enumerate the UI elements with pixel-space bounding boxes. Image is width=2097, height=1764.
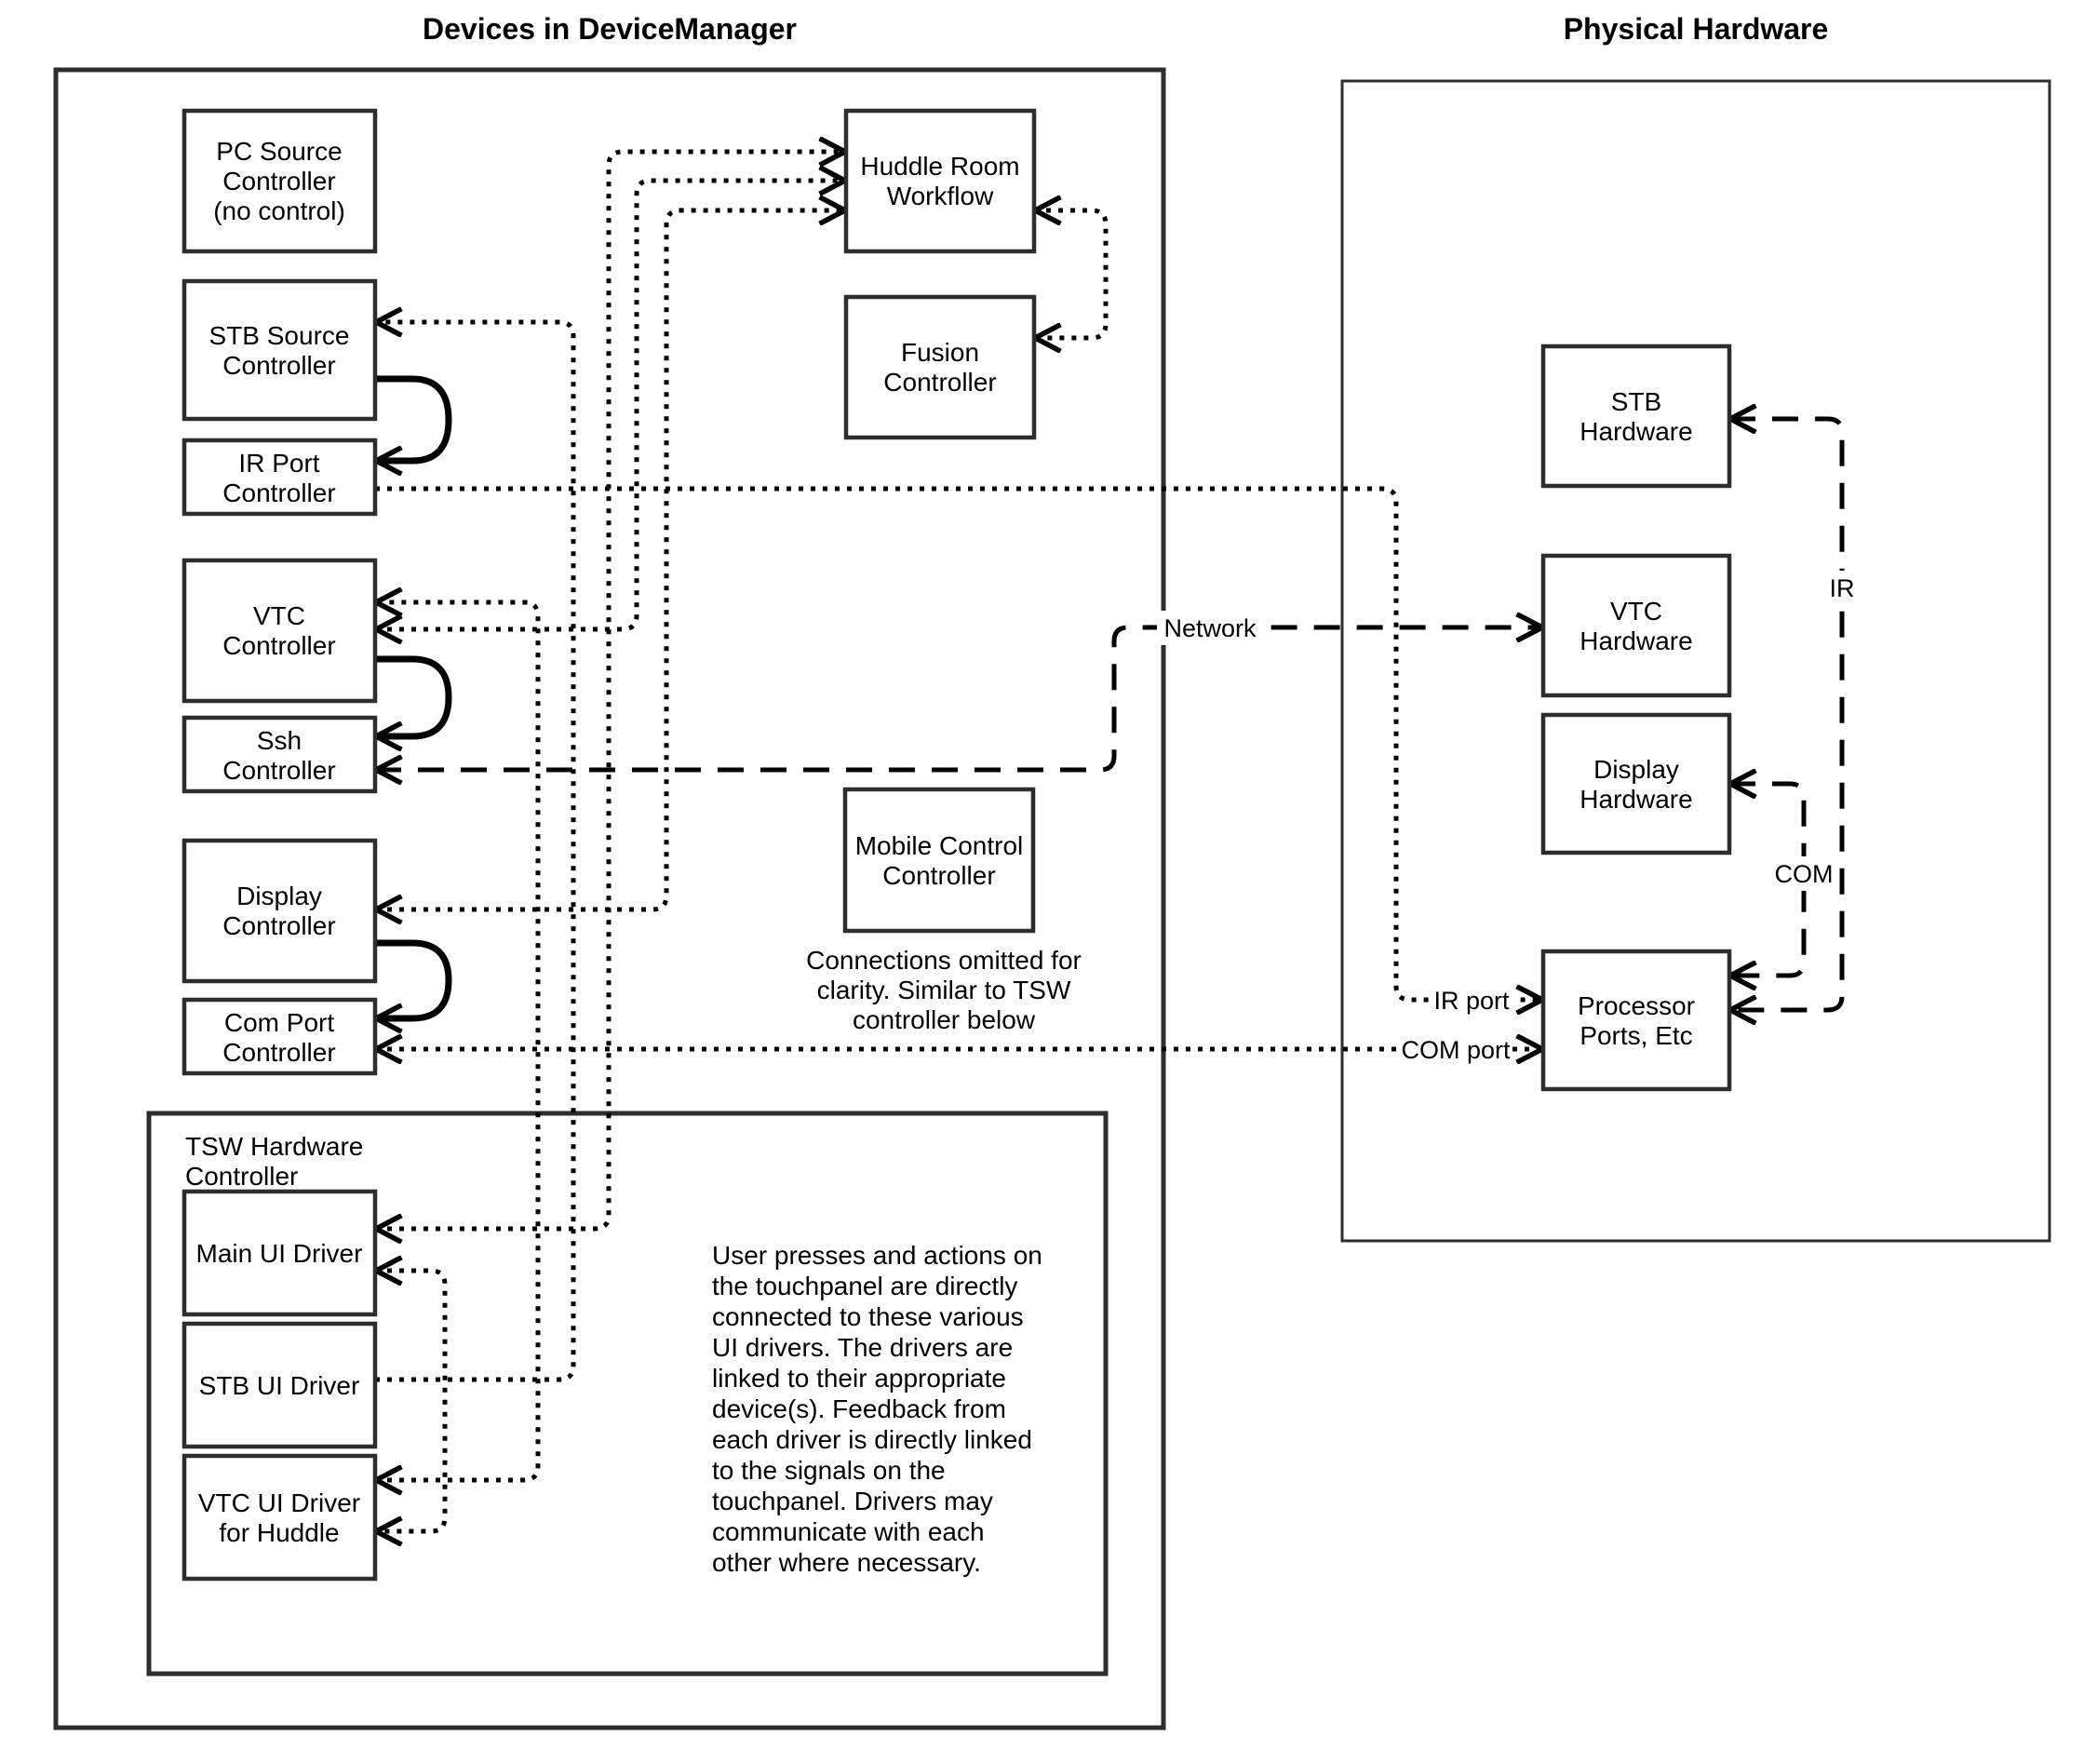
node-pc-source-controller <box>184 111 375 251</box>
com-port-line2: Controller <box>222 1038 336 1067</box>
title-physical-hardware: Physical Hardware <box>1563 12 1829 46</box>
stb-source-line1: STB Source <box>208 321 350 350</box>
huddle-line1: Huddle Room <box>860 152 1020 181</box>
node-ssh-controller <box>184 718 375 791</box>
annotation-line-1: User presses and actions on <box>712 1241 1042 1270</box>
processor-line1: Processor <box>1577 991 1696 1020</box>
annotation-line-2: the touchpanel are directly <box>712 1272 1018 1300</box>
node-vtc-controller <box>184 560 375 701</box>
huddle-line2: Workflow <box>886 182 994 210</box>
ssh-line1: Ssh <box>256 726 302 755</box>
tsw-controller-label-line2: Controller <box>185 1162 299 1191</box>
mobile-line1: Mobile Control <box>854 831 1024 860</box>
mobile-line2: Controller <box>882 861 996 890</box>
annotation-line-10: communicate with each <box>712 1517 985 1546</box>
pc-source-line3: (no control) <box>213 196 345 225</box>
ir-port-line1: IR Port <box>238 449 320 478</box>
fusion-line1: Fusion <box>900 338 980 367</box>
stb-hw-line1: STB <box>1610 387 1662 416</box>
edge-stb-ui-driver-to-stb-source-controller <box>375 322 573 1380</box>
ir-label <box>1824 571 1860 605</box>
node-display-controller <box>184 841 375 981</box>
title-devices-in-devicemanager: Devices in DeviceManager <box>423 12 797 46</box>
vtc-ui-line1: VTC UI Driver <box>197 1488 361 1517</box>
ir-port-label-text: IR port <box>1433 987 1510 1015</box>
annotation-line-7: each driver is directly linked <box>712 1425 1032 1454</box>
node-stb-ui-driver <box>184 1324 375 1447</box>
annotation-line-4: UI drivers. The drivers are <box>712 1333 1014 1362</box>
tsw-controller-label-line1: TSW Hardware <box>185 1132 364 1161</box>
node-huddle-room-workflow <box>846 111 1034 251</box>
edge-huddle-room-workflow-to-fusion-controller <box>1034 210 1106 338</box>
edge-ssh-controller-network-to-vtc-hardware <box>375 627 1543 770</box>
annotation-line-3: connected to these various <box>712 1302 1024 1331</box>
fusion-line2: Controller <box>883 368 997 397</box>
ir-port-line2: Controller <box>222 478 336 507</box>
node-stb-hardware <box>1543 346 1729 486</box>
stb-ui-line1: STB UI Driver <box>198 1371 360 1400</box>
stb-hw-line2: Hardware <box>1579 417 1693 446</box>
pc-source-line2: Controller <box>222 167 336 195</box>
annotation-line-11: other where necessary. <box>712 1548 981 1577</box>
main-ui-line1: Main UI Driver <box>195 1239 363 1268</box>
vtc-hw-line2: Hardware <box>1579 626 1693 655</box>
annotation-line-9: touchpanel. Drivers may <box>712 1487 993 1515</box>
network-label <box>1157 611 1263 645</box>
node-processor-ports <box>1543 951 1729 1089</box>
display-line1: Display <box>236 882 322 910</box>
edge-display-controller-to-com-port-controller <box>375 943 449 1018</box>
processor-line2: Ports, Etc <box>1579 1021 1693 1050</box>
edge-stb-source-controller-to-ir-port-controller <box>375 379 449 461</box>
node-com-port-controller <box>184 1000 375 1073</box>
com-port-line1: Com Port <box>223 1008 335 1037</box>
pc-source-line1: PC Source <box>216 137 343 166</box>
ssh-line2: Controller <box>222 756 336 785</box>
com-port-label-text: COM port <box>1401 1036 1511 1064</box>
edge-main-ui-driver-to-vtc-ui-driver <box>375 1271 445 1531</box>
display-hw-line1: Display <box>1593 755 1679 784</box>
mobile-note-line1: Connections omitted for <box>806 946 1082 975</box>
vtc-line2: Controller <box>222 631 336 660</box>
display-hw-line2: Hardware <box>1579 785 1693 814</box>
stb-source-line2: Controller <box>222 351 336 380</box>
node-stb-source-controller <box>184 281 375 419</box>
network-label-text: Network <box>1163 614 1257 642</box>
vtc-line1: VTC <box>253 601 305 630</box>
vtc-hw-line1: VTC <box>1610 597 1662 626</box>
annotation-line-6: device(s). Feedback from <box>712 1394 1006 1423</box>
edge-vtc-controller-to-ssh-controller <box>375 659 449 736</box>
com-label <box>1769 856 1838 891</box>
node-mobile-control-controller <box>845 789 1033 931</box>
annotation-line-8: to the signals on the <box>712 1456 946 1485</box>
node-ir-port-controller <box>184 440 375 514</box>
touchpanel-annotation <box>712 1241 1042 1577</box>
annotation-line-5: linked to their appropriate <box>712 1364 1006 1393</box>
edge-stb-hardware-ir-to-processor-ports <box>1729 419 1842 1010</box>
ir-label-text: IR <box>1829 574 1855 602</box>
mobile-note-line2: clarity. Similar to TSW <box>816 976 1071 1004</box>
node-main-ui-driver <box>184 1192 375 1314</box>
com-port-label <box>1401 1032 1511 1067</box>
display-line2: Controller <box>222 911 336 940</box>
node-vtc-hardware <box>1543 556 1729 695</box>
mobile-note-line3: controller below <box>852 1005 1036 1034</box>
node-vtc-ui-driver <box>184 1456 375 1579</box>
node-display-hardware <box>1543 715 1729 853</box>
node-fusion-controller <box>846 297 1034 438</box>
mobile-controller-note <box>806 946 1082 1034</box>
ir-port-label <box>1430 983 1513 1017</box>
com-label-text: COM <box>1774 860 1834 888</box>
vtc-ui-line2: for Huddle <box>219 1518 340 1547</box>
